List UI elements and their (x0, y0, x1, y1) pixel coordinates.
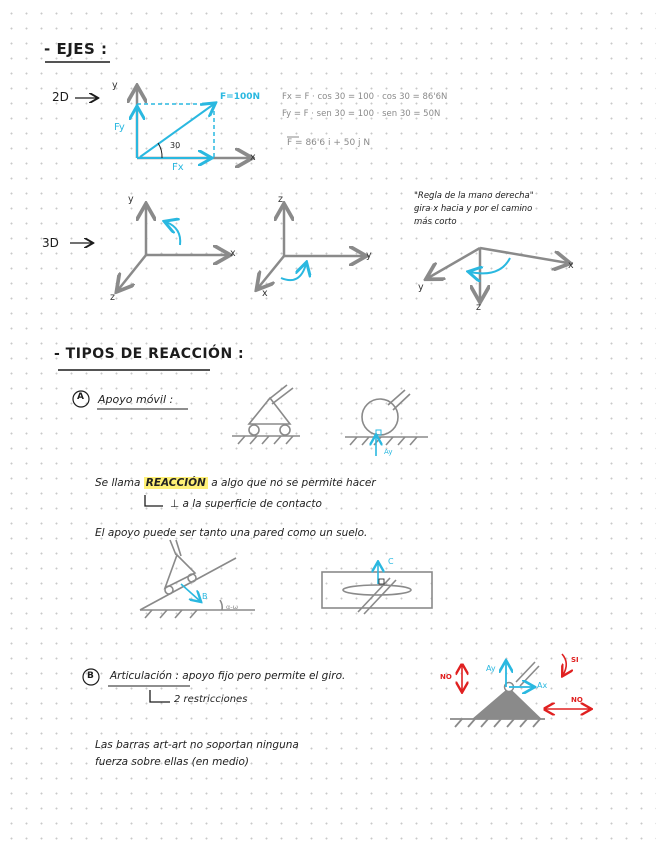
axis-x-3d-3: x (568, 260, 574, 271)
angle-label: 30 (170, 141, 181, 150)
barras-line1: Las barras art-art no soportan ninguna (95, 739, 299, 751)
axes-3d-zyx (258, 206, 364, 288)
definition-part1: Se llama (95, 477, 141, 489)
rule-note-line1: "Regla de la mano derecha" (414, 191, 534, 201)
si-rotation-label: SI (571, 656, 579, 664)
axis-z-3d-1: z (110, 292, 115, 303)
label-2d: 2D (52, 90, 69, 104)
axis-y-3d-3: y (418, 282, 424, 293)
axis-y-3d-2: y (366, 250, 372, 261)
axis-z-3d-3: z (476, 302, 481, 313)
perpendicular-surface: ⊥ a la superficie de contacto (170, 498, 322, 510)
apoyo-movil-label: Apoyo móvil : (98, 393, 174, 406)
axes-3d-right-hand (428, 248, 568, 300)
wall-or-floor-note: El apoyo puede ser tanto una pared como un suelo. (95, 527, 368, 539)
barras-note (95, 737, 299, 771)
roller-support-ball (345, 390, 428, 456)
a-marker: A (77, 392, 84, 402)
vector-equation: F = 86'6 i + 50 j N (287, 138, 371, 148)
force-label: F=100N (220, 92, 261, 102)
svg-text:α-ω: α-ω (226, 603, 239, 611)
axis-z-3d-2: z (278, 194, 283, 205)
tipos-title: - TIPOS DE REACCIÓN : (54, 346, 245, 362)
fx-label: Fx (172, 162, 184, 173)
fy-label: Fy (114, 122, 125, 133)
articulacion-label: Articulación : apoyo fijo pero permite el giro. (110, 670, 346, 682)
wall-slot-support (322, 563, 432, 614)
definition-part2: a algo que no se permite hacer (211, 477, 376, 489)
rule-note-line2: gira x hacia y por el camino (414, 204, 533, 214)
reaction-definition (95, 477, 376, 489)
reaction-ay-ball: Ay (384, 448, 393, 456)
ax-label: Ax (537, 681, 548, 690)
ejes-title: - EJES : (44, 40, 108, 58)
restricciones-label: 2 restricciones (174, 694, 248, 705)
right-hand-rule-note (414, 190, 534, 229)
axes-3d-xyz (118, 206, 228, 290)
axis-x-2d: x (250, 152, 256, 163)
reaction-c-label: C (388, 557, 394, 566)
b-marker: B (87, 671, 94, 681)
equation-fy: Fy = F · sen 30 = 100 · sen 30 = 50N (282, 109, 441, 119)
no-horizontal-label: NO (571, 696, 583, 704)
axis-x-3d-2: x (262, 288, 268, 299)
ay-label: Ay (486, 664, 496, 673)
pin-support (450, 654, 590, 727)
bracket-2 (150, 690, 170, 702)
incline-roller-support (140, 540, 255, 618)
label-3d: 3D (42, 236, 59, 250)
axis-x-3d-1: x (230, 248, 236, 259)
equation-fx: Fx = F · cos 30 = 100 · cos 30 = 86'6N (282, 92, 448, 102)
bracket-1 (145, 495, 163, 506)
roller-support-cart (232, 385, 300, 444)
reaction-b-label: B (202, 592, 208, 601)
barras-line2: fuerza sobre ellas (en medio) (95, 756, 249, 768)
rule-note-line3: más corto (414, 217, 457, 227)
reaccion-highlight: REACCIÓN (145, 477, 206, 489)
axis-y-2d: y (112, 80, 118, 91)
no-vertical-label: NO (440, 673, 452, 681)
axis-y-3d-1: y (128, 194, 134, 205)
